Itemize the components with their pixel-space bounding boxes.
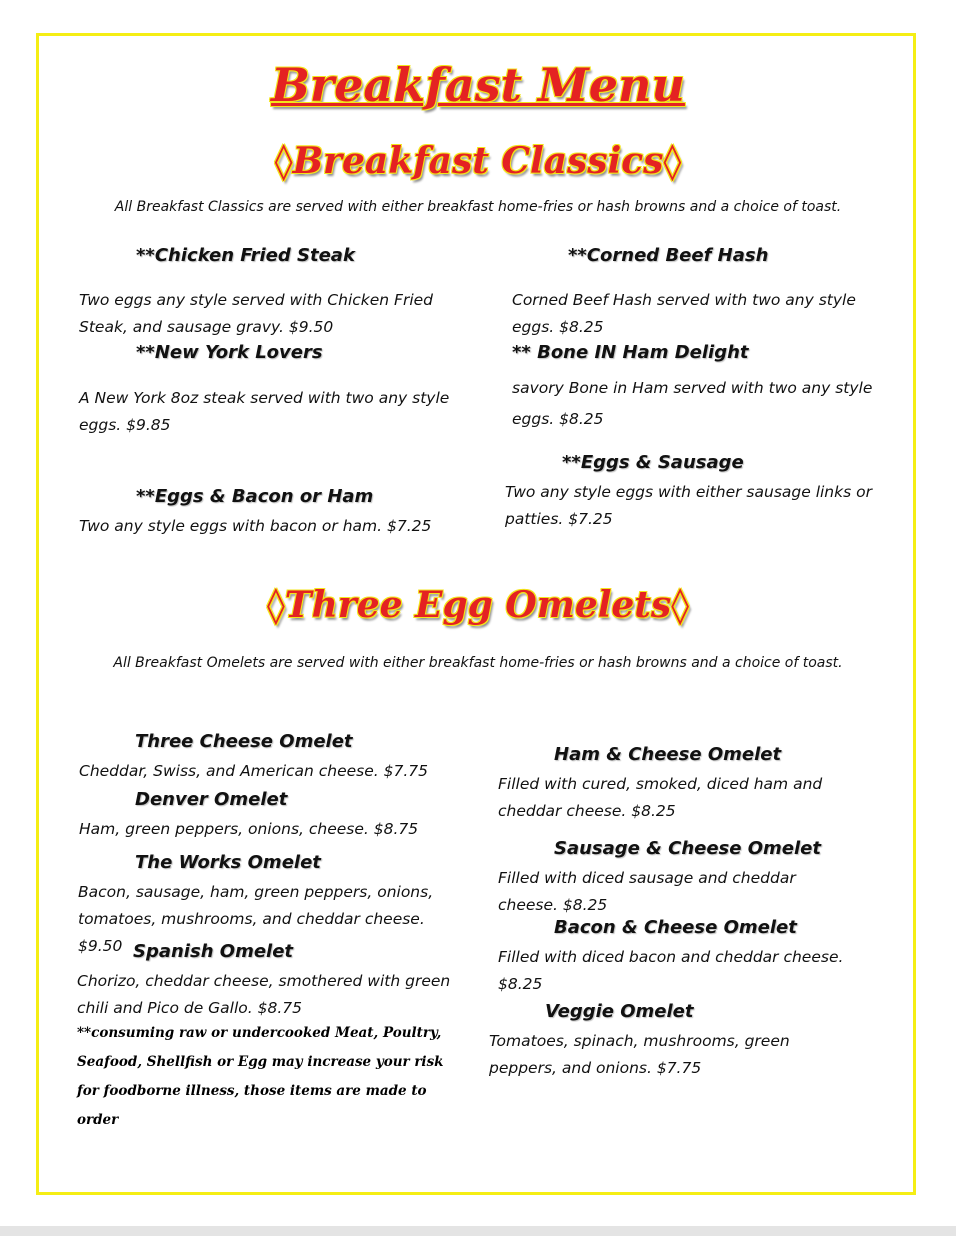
item-desc-works-omelet: Bacon, sausage, ham, green peppers, onions, tomatoes, mushrooms, and cheddar cheese. $9.50: [78, 883, 434, 955]
section-title-classics-text: Breakfast Classics: [292, 140, 664, 182]
diamond-icon: ◊: [671, 584, 689, 626]
section-title-omelets: [0, 584, 956, 626]
omelets-note: All Breakfast Omelets are served with either breakfast home-fries or hash browns and a choice of toast.: [113, 655, 843, 671]
item-name-three-cheese-omelet: Three Cheese Omelet: [135, 731, 353, 752]
item-desc-veggie-omelet: Tomatoes, spinach, mushrooms, green peppers, and onions. $7.75: [489, 1032, 790, 1077]
item-name-new-york-lovers: **New York Lovers: [136, 342, 323, 363]
item-desc-denver-omelet: Ham, green peppers, onions, cheese. $8.75: [79, 820, 419, 838]
item-name-eggs-sausage: **Eggs & Sausage: [562, 452, 744, 473]
diamond-icon: ◊: [274, 140, 293, 182]
item-desc-bone-in-ham: savory Bone in Ham served with two any style eggs. $8.25: [512, 379, 873, 428]
item-name-spanish-omelet: Spanish Omelet: [133, 941, 294, 962]
food-safety-disclaimer: **consuming raw or undercooked Meat, Poultry, Seafood, Shellfish or Egg may increase your risk for foodborne illness, those items are made to order: [77, 1025, 444, 1128]
item-desc-sausage-cheese-omelet: Filled with diced sausage and cheddar cheese. $8.25: [498, 869, 796, 914]
item-name-chicken-fried-steak: **Chicken Fried Steak: [136, 245, 355, 266]
section-title-classics: [0, 140, 956, 182]
item-desc-spanish-omelet: Chorizo, cheddar cheese, smothered with green chili and Pico de Gallo. $8.75: [77, 972, 451, 1017]
diamond-icon: ◊: [663, 140, 682, 182]
item-name-corned-beef-hash: **Corned Beef Hash: [568, 245, 769, 266]
item-desc-new-york-lovers: A New York 8oz steak served with two any style eggs. $9.85: [79, 389, 450, 434]
item-name-bone-in-ham: ** Bone IN Ham Delight: [512, 342, 749, 363]
item-name-veggie-omelet: Veggie Omelet: [545, 1001, 694, 1022]
item-name-works-omelet: The Works Omelet: [135, 852, 321, 873]
item-name-sausage-cheese-omelet: Sausage & Cheese Omelet: [554, 838, 821, 859]
item-desc-ham-cheese-omelet: Filled with cured, smoked, diced ham and cheddar cheese. $8.25: [498, 775, 823, 820]
section-title-omelets-text: Three Egg Omelets: [284, 584, 672, 626]
item-desc-chicken-fried-steak: Two eggs any style served with Chicken Fried Steak, and sausage gravy. $9.50: [79, 291, 434, 336]
item-desc-three-cheese-omelet: Cheddar, Swiss, and American cheese. $7.75: [79, 762, 429, 780]
item-desc-eggs-sausage: Two any style eggs with either sausage links or patties. $7.25: [505, 483, 872, 528]
item-name-ham-cheese-omelet: Ham & Cheese Omelet: [554, 744, 782, 765]
item-name-denver-omelet: Denver Omelet: [135, 789, 288, 810]
diamond-icon: ◊: [266, 584, 285, 626]
item-desc-corned-beef-hash: Corned Beef Hash served with two any style eggs. $8.25: [512, 291, 856, 336]
page-bottom-edge: [0, 1226, 956, 1236]
item-desc-eggs-bacon-ham: Two any style eggs with bacon or ham. $7.25: [79, 517, 432, 535]
item-desc-bacon-cheese-omelet: Filled with diced bacon and cheddar cheese. $8.25: [498, 948, 844, 993]
menu-title: Breakfast Menu: [271, 58, 685, 112]
classics-note: All Breakfast Classics are served with either breakfast home-fries or hash browns and a choice of toast.: [114, 199, 842, 215]
item-name-eggs-bacon-ham: **Eggs & Bacon or Ham: [136, 486, 374, 507]
item-name-bacon-cheese-omelet: Bacon & Cheese Omelet: [554, 917, 797, 938]
